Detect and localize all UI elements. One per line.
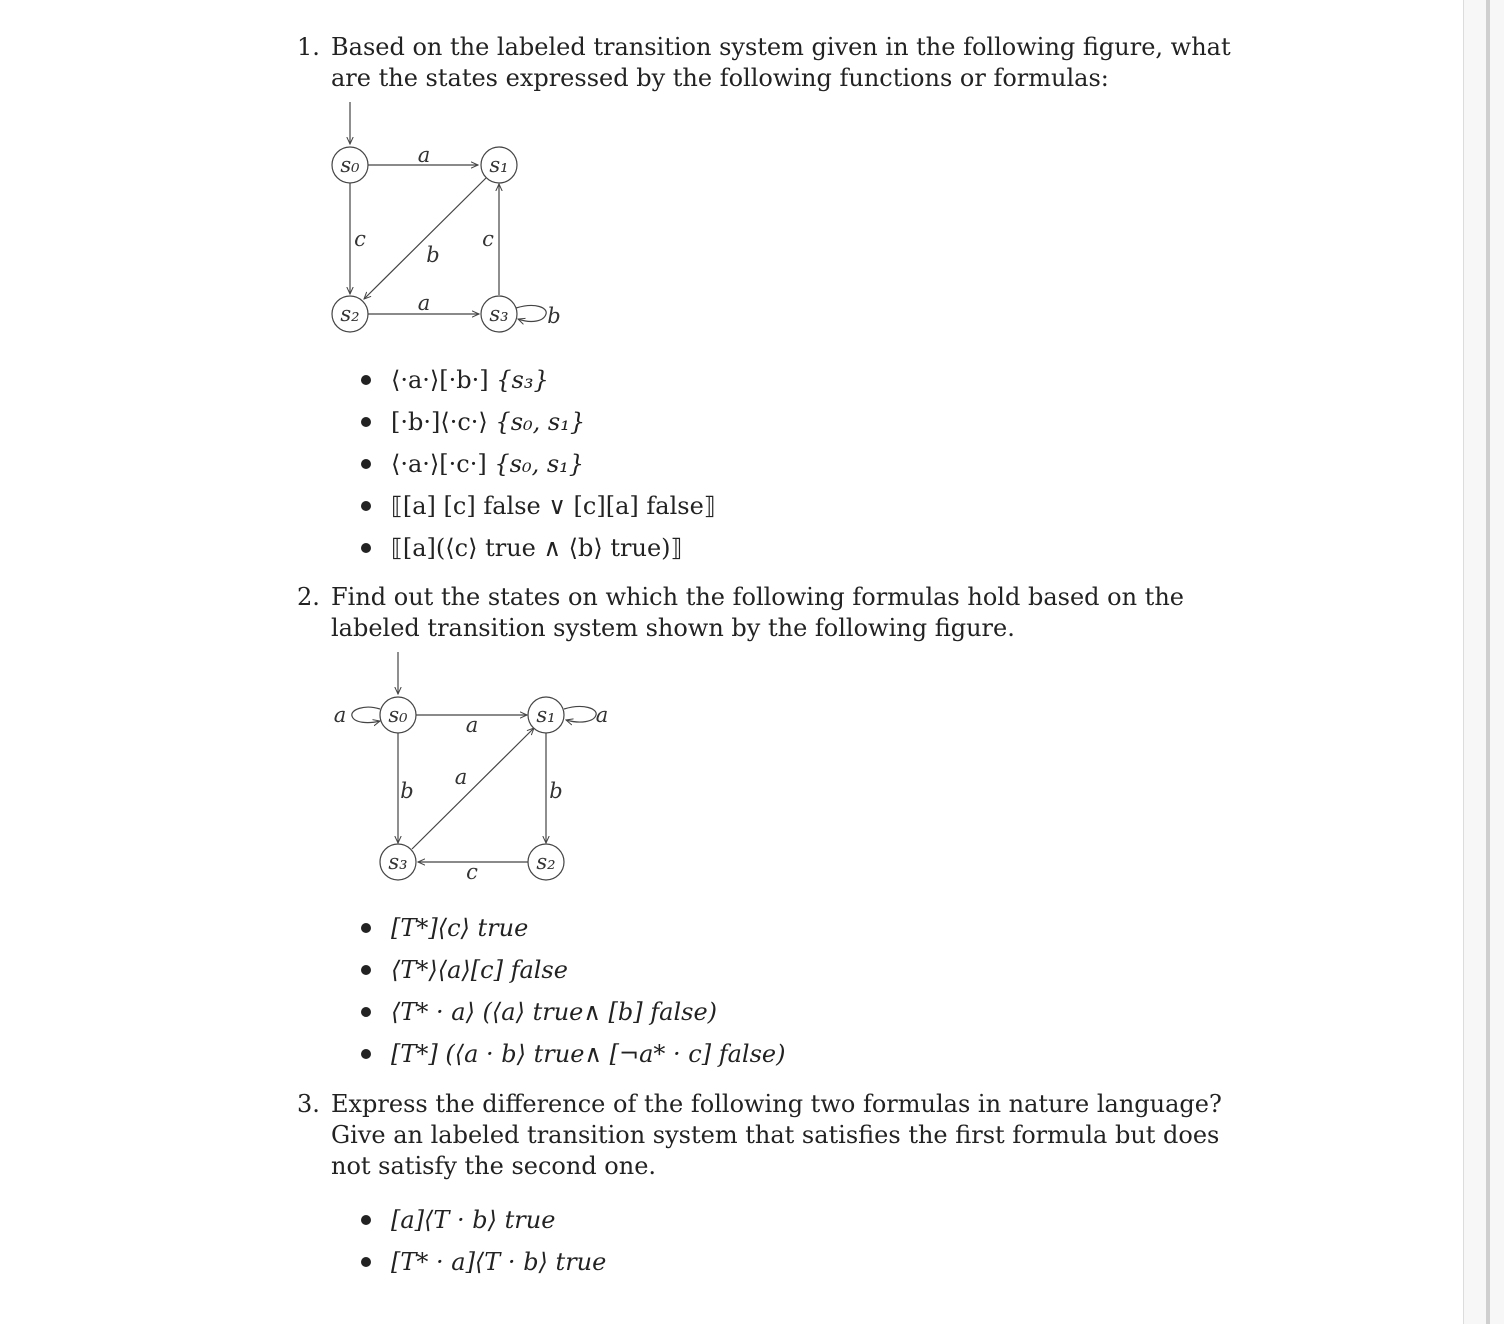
q1-bullet-1-formula: ⟨·a·⟩[·b·]: [391, 366, 489, 394]
fig1-label-s0-s1: a: [417, 143, 431, 167]
q2-bullet-4: [T*] (⟨a · b⟩ true∧ [¬a* · c] false): [361, 1033, 785, 1075]
question-3-line-3: not satisfy the second one.: [331, 1152, 657, 1180]
q1-bullet-3: [361, 443, 716, 485]
question-3-line-1: Express the difference of the following two formulas in nature language?: [331, 1090, 1222, 1118]
fig1-state-s0-label: s₀: [340, 153, 360, 177]
question-2-bullets: [361, 907, 785, 1075]
fig2-state-s0-label: s₀: [388, 703, 408, 727]
fig1-label-s1-s2: b: [426, 243, 440, 267]
question-3-text: [331, 1089, 1222, 1182]
figure-2-transition-system: [330, 650, 650, 890]
fig2-label-s0-loop: a: [333, 703, 347, 727]
fig1-edge-s3-loop: [516, 306, 546, 322]
fig2-label-s2-s3: c: [466, 860, 478, 884]
fig1-state-s3-label: s₃: [489, 302, 509, 326]
fig2-label-s3-s1: a: [454, 765, 468, 789]
q1-bullet-3-formula: ⟨·a·⟩[·c·]: [391, 450, 487, 478]
q1-bullet-2-formula: [·b·]⟨·c·⟩: [391, 408, 488, 436]
question-1-line-1: Based on the labeled transition system given in the following figure, what: [331, 33, 1231, 61]
q1-bullet-1: [361, 359, 716, 401]
fig2-label-s1-loop: a: [595, 703, 609, 727]
q1-bullet-5-formula: ⟦[a](⟨c⟩ true ∧ ⟨b⟩ true)⟧: [391, 534, 683, 562]
q2-bullet-3: ⟨T* · a⟩ (⟨a⟩ true∧ [b] false): [361, 991, 785, 1033]
q1-bullet-4-formula: ⟦[a] [c] false ∨ [c][a] false⟧: [391, 492, 716, 520]
q2-bullet-2: ⟨T*⟩⟨a⟩[c] false: [361, 949, 785, 991]
question-2-line-1: Find out the states on which the following formulas hold based on the: [331, 583, 1184, 611]
fig2-state-s2-label: s₂: [536, 850, 556, 874]
q3-bullet-2: [T* · a]⟨T · b⟩ true: [361, 1241, 606, 1283]
q1-bullet-5: [361, 527, 716, 569]
fig1-state-s2-label: s₂: [340, 302, 360, 326]
fig2-state-s1-label: s₁: [536, 703, 556, 727]
fig2-edge-s1-loop: [564, 707, 596, 723]
fig1-edge-s1-s2: [364, 178, 486, 299]
question-2-number: 2.: [297, 583, 320, 611]
q1-bullet-2: [361, 401, 716, 443]
question-3-bullets: [361, 1199, 606, 1283]
fig1-label-s3-loop: b: [547, 304, 561, 328]
question-2-line-2: labeled transition system shown by the following figure.: [331, 614, 1015, 642]
q3-bullet-1: [a]⟨T · b⟩ true: [361, 1199, 606, 1241]
question-3-line-2: Give an labeled transition system that satisfies the first formula but does: [331, 1121, 1220, 1149]
fig1-label-s3-s1: c: [482, 227, 494, 251]
figure-1-transition-system: [310, 100, 630, 340]
q2-bullet-1: [T*]⟨c⟩ true: [361, 907, 785, 949]
q1-bullet-3-answer: {s₀, s₁}: [494, 450, 585, 478]
question-1-number: 1.: [297, 33, 320, 61]
fig2-state-s3-label: s₃: [388, 850, 408, 874]
fig1-label-s0-s2: c: [354, 227, 366, 251]
q1-bullet-1-answer: {s₃}: [496, 366, 549, 394]
scrollbar-thumb[interactable]: [1486, 0, 1490, 1324]
fig1-label-s2-s3: a: [417, 291, 431, 315]
fig2-edge-s3-s1: [412, 728, 534, 849]
q1-bullet-4: [361, 485, 716, 527]
question-1-line-2: are the states expressed by the following functions or formulas:: [331, 64, 1109, 92]
fig2-edge-s0-loop: [352, 707, 380, 722]
vertical-scrollbar[interactable]: [1463, 0, 1504, 1324]
question-3-number: 3.: [297, 1090, 320, 1118]
question-2-text: [331, 582, 1184, 644]
q1-bullet-2-answer: {s₀, s₁}: [495, 408, 586, 436]
fig1-state-s1-label: s₁: [489, 153, 509, 177]
question-1-text: [331, 32, 1231, 94]
question-1-bullets: [361, 359, 716, 569]
fig2-label-s0-s1: a: [465, 713, 479, 737]
fig2-label-s1-s2: b: [549, 779, 563, 803]
fig2-label-s0-s3: b: [400, 779, 414, 803]
